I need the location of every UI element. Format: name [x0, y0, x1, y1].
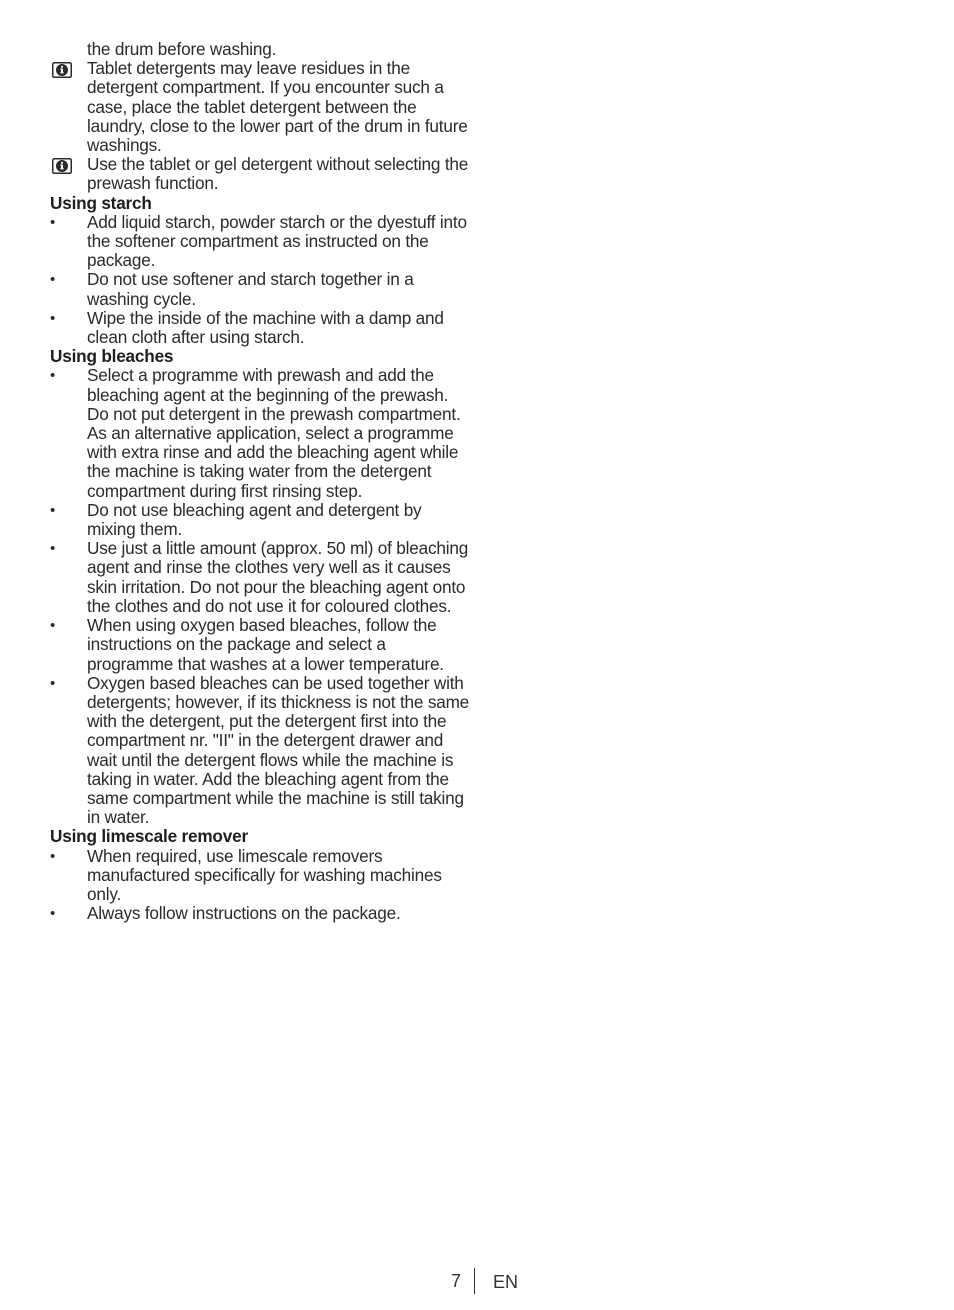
bullet: •	[50, 213, 56, 231]
bullet: •	[50, 367, 56, 385]
list-item	[50, 270, 470, 308]
main-column	[50, 40, 470, 923]
info-note-text: Use the tablet or gel detergent without selecting the prewash function.	[87, 154, 469, 194]
info-icon	[52, 62, 72, 78]
list-item	[50, 213, 470, 271]
intro-text: the drum before washing.	[87, 39, 277, 59]
list-item	[50, 539, 470, 616]
list-item-text: Use just a little amount (approx. 50 ml) of bleaching agent and rinse the clothes very well as it causes skin irritation. Do not pour the bleaching agent onto the clothes and do not use it for coloured clothes.	[87, 538, 469, 616]
list-item-text: Do not use softener and starch together in a washing cycle.	[87, 269, 414, 309]
language-code: EN	[493, 1272, 519, 1292]
list-item	[50, 847, 470, 905]
list-item-text: When required, use limescale removers manufactured specifically for washing machines only.	[87, 845, 442, 904]
section-heading-starch: Using starch	[50, 192, 152, 213]
list-item-text: Always follow instructions on the package.	[87, 903, 401, 924]
bullet: •	[50, 271, 56, 289]
info-note-text: Tablet detergents may leave residues in the detergent compartment. If you encounter such a case, place the tablet detergent between the laundry, close to the lower part of the drum in future washings.	[87, 58, 468, 156]
list-item	[50, 904, 470, 923]
footer-divider	[474, 1268, 475, 1294]
page-footer	[0, 1270, 954, 1294]
list-item-text: Select a programme with prewash and add the bleaching agent at the beginning of the prewash. Do not put detergent in the prewash compartment. As an alternative application, select a programme with extra rinse and add the bleaching agent while the machine is taking water from the detergent compartment during first rinsing step.	[87, 365, 461, 501]
bullet: •	[50, 617, 56, 635]
bullet: •	[50, 309, 56, 327]
list-item-text: When using oxygen based bleaches, follow the instructions on the package and select a programme that washes at a lower temperature.	[87, 615, 444, 674]
list-item	[50, 501, 470, 539]
bullet: •	[50, 847, 56, 865]
list-item	[50, 309, 470, 347]
list-item	[50, 616, 470, 674]
bullet: •	[50, 501, 56, 519]
section-heading-bleaches: Using bleaches	[50, 346, 174, 367]
list-item-text: Do not use bleaching agent and detergent by mixing them.	[87, 499, 422, 540]
list-item	[50, 366, 470, 500]
list-item-text: Oxygen based bleaches can be used together with detergents; however, if its thickness is not the same with the detergent, put the detergent first into the compartment nr. "II" in the detergent drawer and wait until the detergent flows while the machine is taking in water. Add the bleaching agent from the same compartment while the machine is still taking in water.	[87, 672, 470, 828]
info-note	[50, 59, 470, 155]
bullet: •	[50, 905, 56, 923]
list-item-text: Wipe the inside of the machine with a damp and clean cloth after using starch.	[87, 307, 444, 348]
bullet: •	[50, 540, 56, 558]
info-icon	[52, 158, 72, 174]
intro-continuation	[50, 40, 470, 59]
page-number: 7	[451, 1271, 462, 1291]
info-note	[50, 155, 470, 193]
section-heading-limescale: Using limescale remover	[50, 826, 248, 847]
list-item	[50, 674, 470, 828]
bullet: •	[50, 674, 56, 692]
list-item-text: Add liquid starch, powder starch or the dyestuff into the softener compartment as instructed on the package.	[87, 211, 467, 271]
